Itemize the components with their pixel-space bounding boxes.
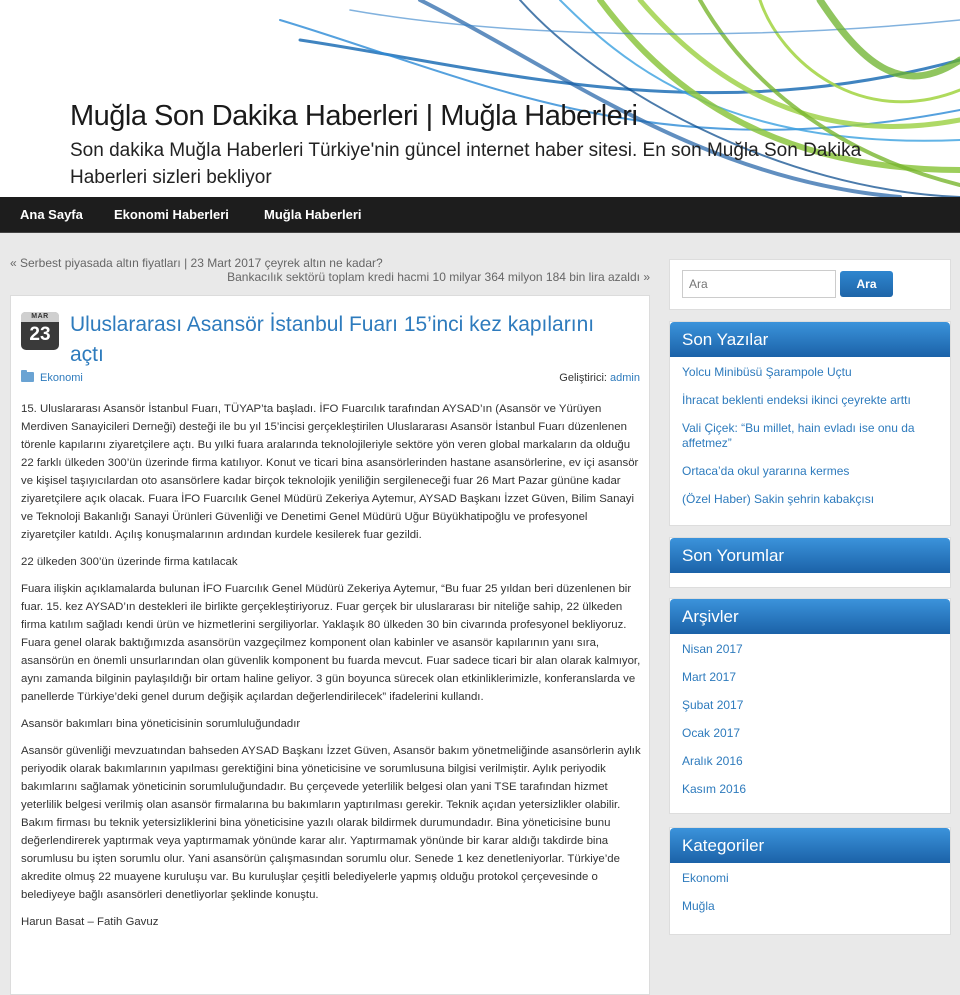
archive-link[interactable]: Şubat 2017 [682,698,744,712]
post-date-badge [21,312,59,350]
nav-item-ana-sayfa[interactable]: Ana Sayfa [20,207,83,222]
recent-post-link[interactable]: Ortaca’da okul yararına kermes [682,464,850,478]
search-widget [669,259,951,310]
article-paragraph: Asansör güvenliği mevzuatından bahseden AYSAD Başkanı İzzet Güven, Asansör bakım yönetmeliğinde asansörlerin aylık periyodik olarak bakımlarının yapılması gerektiğini bina yöneticisine ve sorumlusuna bilgisi verilmiştir. Aylık periyodik bakımlarını sağlamak yöneticinin sorumluluğundadır. Bu çerçevede yeterlilik belgesi olan yani TSE tarafından hizmet yeterlilik belgesi verilmiş olan asansör firmalarına bu bakımların yaptırılması gerekir. Teknik açıdan yetersizlikler olabilir. Bakım firması bu teknik yetersizliklerini bina yöneticisine yazılı olarak bildirmek durumundadır. Bina yöneticisine bunu değerlendirerek yaptırmak veya yaptırmamak yönünde karar alır. Yaptırmamak yönünde bir karar aldığı takdirde bina sorumlusu bu işten sorumlu olur. Yani asansörün çalışmasından sorumlu olur. Senede 1 kez denetleniyorlar. Türkiye’de akredite olmuş 22 muayene kuruluşu var. Bu kuruluşlar çeşitli belediyelerle yapmış olduğu protokol çerçevesinde o belediyeye bağlı asansörleri denetliyorlar şeklinde konuştu. [21,745,641,901]
site-header [0,0,960,197]
post-date-month: MAR [21,312,59,322]
search-input[interactable] [682,270,836,298]
categories-widget [669,827,951,935]
archive-link[interactable]: Kasım 2016 [682,782,747,796]
recent-posts-title: Son Yazılar [670,322,950,357]
folder-icon [21,372,34,382]
archive-link[interactable]: Mart 2017 [682,670,737,684]
search-button[interactable]: Ara [840,271,893,297]
article-byline: Harun Basat – Fatih Gavuz [21,916,159,928]
archives-title: Arşivler [670,599,950,634]
post-category-link[interactable]: Ekonomi [40,372,83,384]
recent-post-link[interactable]: Vali Çiçek: “Bu millet, hain evladı ise onu da affetmez” [682,421,915,450]
nav-item-mugla-haberleri[interactable]: Muğla Haberleri [264,207,362,222]
article-body [21,400,641,940]
article-paragraph: 15. Uluslararası Asansör İstanbul Fuarı, TÜYAP’ta başladı. İFO Fuarcılık tarafından AYSAD’ın (Asansör ve Yürüyen Merdiven Sanayicileri Derneği) desteği ile bu yıl 15’incisi gerçekleştirilen Uluslararası Asansör İstanbul Fuarı düzenlenen törenle kapılarını ziyaretçilere açtı. Bu yılki fuara aralarında teknolojileriyle sektöre yön veren global markaların da olduğu 22 farklı ülkeden 300’ün üzerinde firma katılıyor. Konut ve ticari bina asansörlerinden hastane asansörlerine, ev içi asansör ve kişisel taşıyıcılardan oto asansörlere kadar birçok teknolojik yeniliğin sergileneceği fuar 26 Mart Pazar gününe kadar ziyaretçilere açık olacak. Fuara İFO Fuarcılık Genel Müdürü Zekeriya Aytemur, AYSAD Başkanı İzzet Güven, Bilim Sanayi ve Teknoloji Bakanlığı Sanayi Ürünleri Güvenliği ve Denetimi Genel Müdürü Uğur Büyükhatipoğlu ve profesyonel ziyaretçiler katıldı. Açılış konuşmalarının ardından kurdele kesilerek fuar gezildi. [21,403,639,541]
archive-link[interactable]: Ocak 2017 [682,726,741,740]
archive-link[interactable]: Nisan 2017 [682,642,743,656]
article-paragraph: Fuara ilişkin açıklamalarda bulunan İFO Fuarcılık Genel Müdürü Zekeriya Aytemur, “Bu fuar 25 yıldan beri düzenlenen bir fuar. 15. kez AYSAD’ın destekleri ile birlikte gerçekleştiriyoruz. Fuar gerçek bir uluslararası bir niteliğe sahip, 22 ülkeden firma katılım sağladı kendi ürün ve hizmetlerini sergiliyorlar. Yaklaşık 80 ülkeden 30 bin civarında profesyonel bekliyoruz. Fuara genel olarak baktığımızda asansörün vazgeçilmez komponent olan kabinler ve asansör kapılarının yanı sıra, asansörün en önemli unsurlarından olan güvenlik komponent bu fuarda mevcut. Fuar sadece ticari bir alan olarak kalmıyor, aynı zamanda bilginin paylaşıldığı bir ortam haline geliyor. 3 gün boyunca sürecek olan etkinliklerimizle, konferanslarda ve panellerde Türkiye’deki genel durum değişik açılardan değerlendirilecek” ifadelerini kullandı. [21,583,641,703]
category-link[interactable]: Ekonomi [682,871,729,885]
post-date-day: 23 [29,324,51,345]
post-content [10,295,650,995]
article-subheading: Asansör bakımları bina yöneticisinin sorumluluğundadır [21,718,301,730]
post-author [559,372,640,384]
archives-widget [669,598,951,814]
site-description: Son dakika Muğla Haberleri Türkiye'nin güncel internet haber sitesi. En son Muğla Son Dakika Haberleri sizleri bekliyor [70,140,862,188]
categories-title: Kategoriler [670,828,950,863]
post-author-link[interactable]: admin [610,372,640,384]
next-post-link[interactable]: Bankacılık sektörü toplam kredi hacmi 10 milyar 364 milyon 184 bin lira azaldı » [227,270,650,284]
nav-item-ekonomi-haberleri[interactable]: Ekonomi Haberleri [114,207,229,222]
recent-posts-widget [669,321,951,526]
site-title[interactable]: Muğla Son Dakika Haberleri | Muğla Haberleri [70,100,638,132]
main-navigation [0,197,960,233]
recent-post-link[interactable]: İhracat beklenti endeksi ikinci çeyrekte arttı [682,393,911,407]
article-subheading: 22 ülkeden 300’ün üzerinde firma katılacak [21,556,238,568]
recent-comments-widget [669,537,951,588]
recent-post-link[interactable]: Yolcu Minibüsü Şarampole Uçtu [682,365,852,379]
post-author-label: Geliştirici: [559,372,607,384]
post-navigation [10,256,650,284]
recent-post-link[interactable]: (Özel Haber) Sakin şehrin kabakçısı [682,492,875,506]
post-category [21,372,83,384]
recent-comments-title: Son Yorumlar [670,538,950,573]
post-title[interactable]: Uluslararası Asansör İstanbul Fuarı 15’inci kez kapılarını açtı [70,313,595,366]
archive-link[interactable]: Aralık 2016 [682,754,743,768]
previous-post-link[interactable]: « Serbest piyasada altın fiyatları | 23 Mart 2017 çeyrek altın ne kadar? [10,256,383,270]
category-link[interactable]: Muğla [682,899,715,913]
